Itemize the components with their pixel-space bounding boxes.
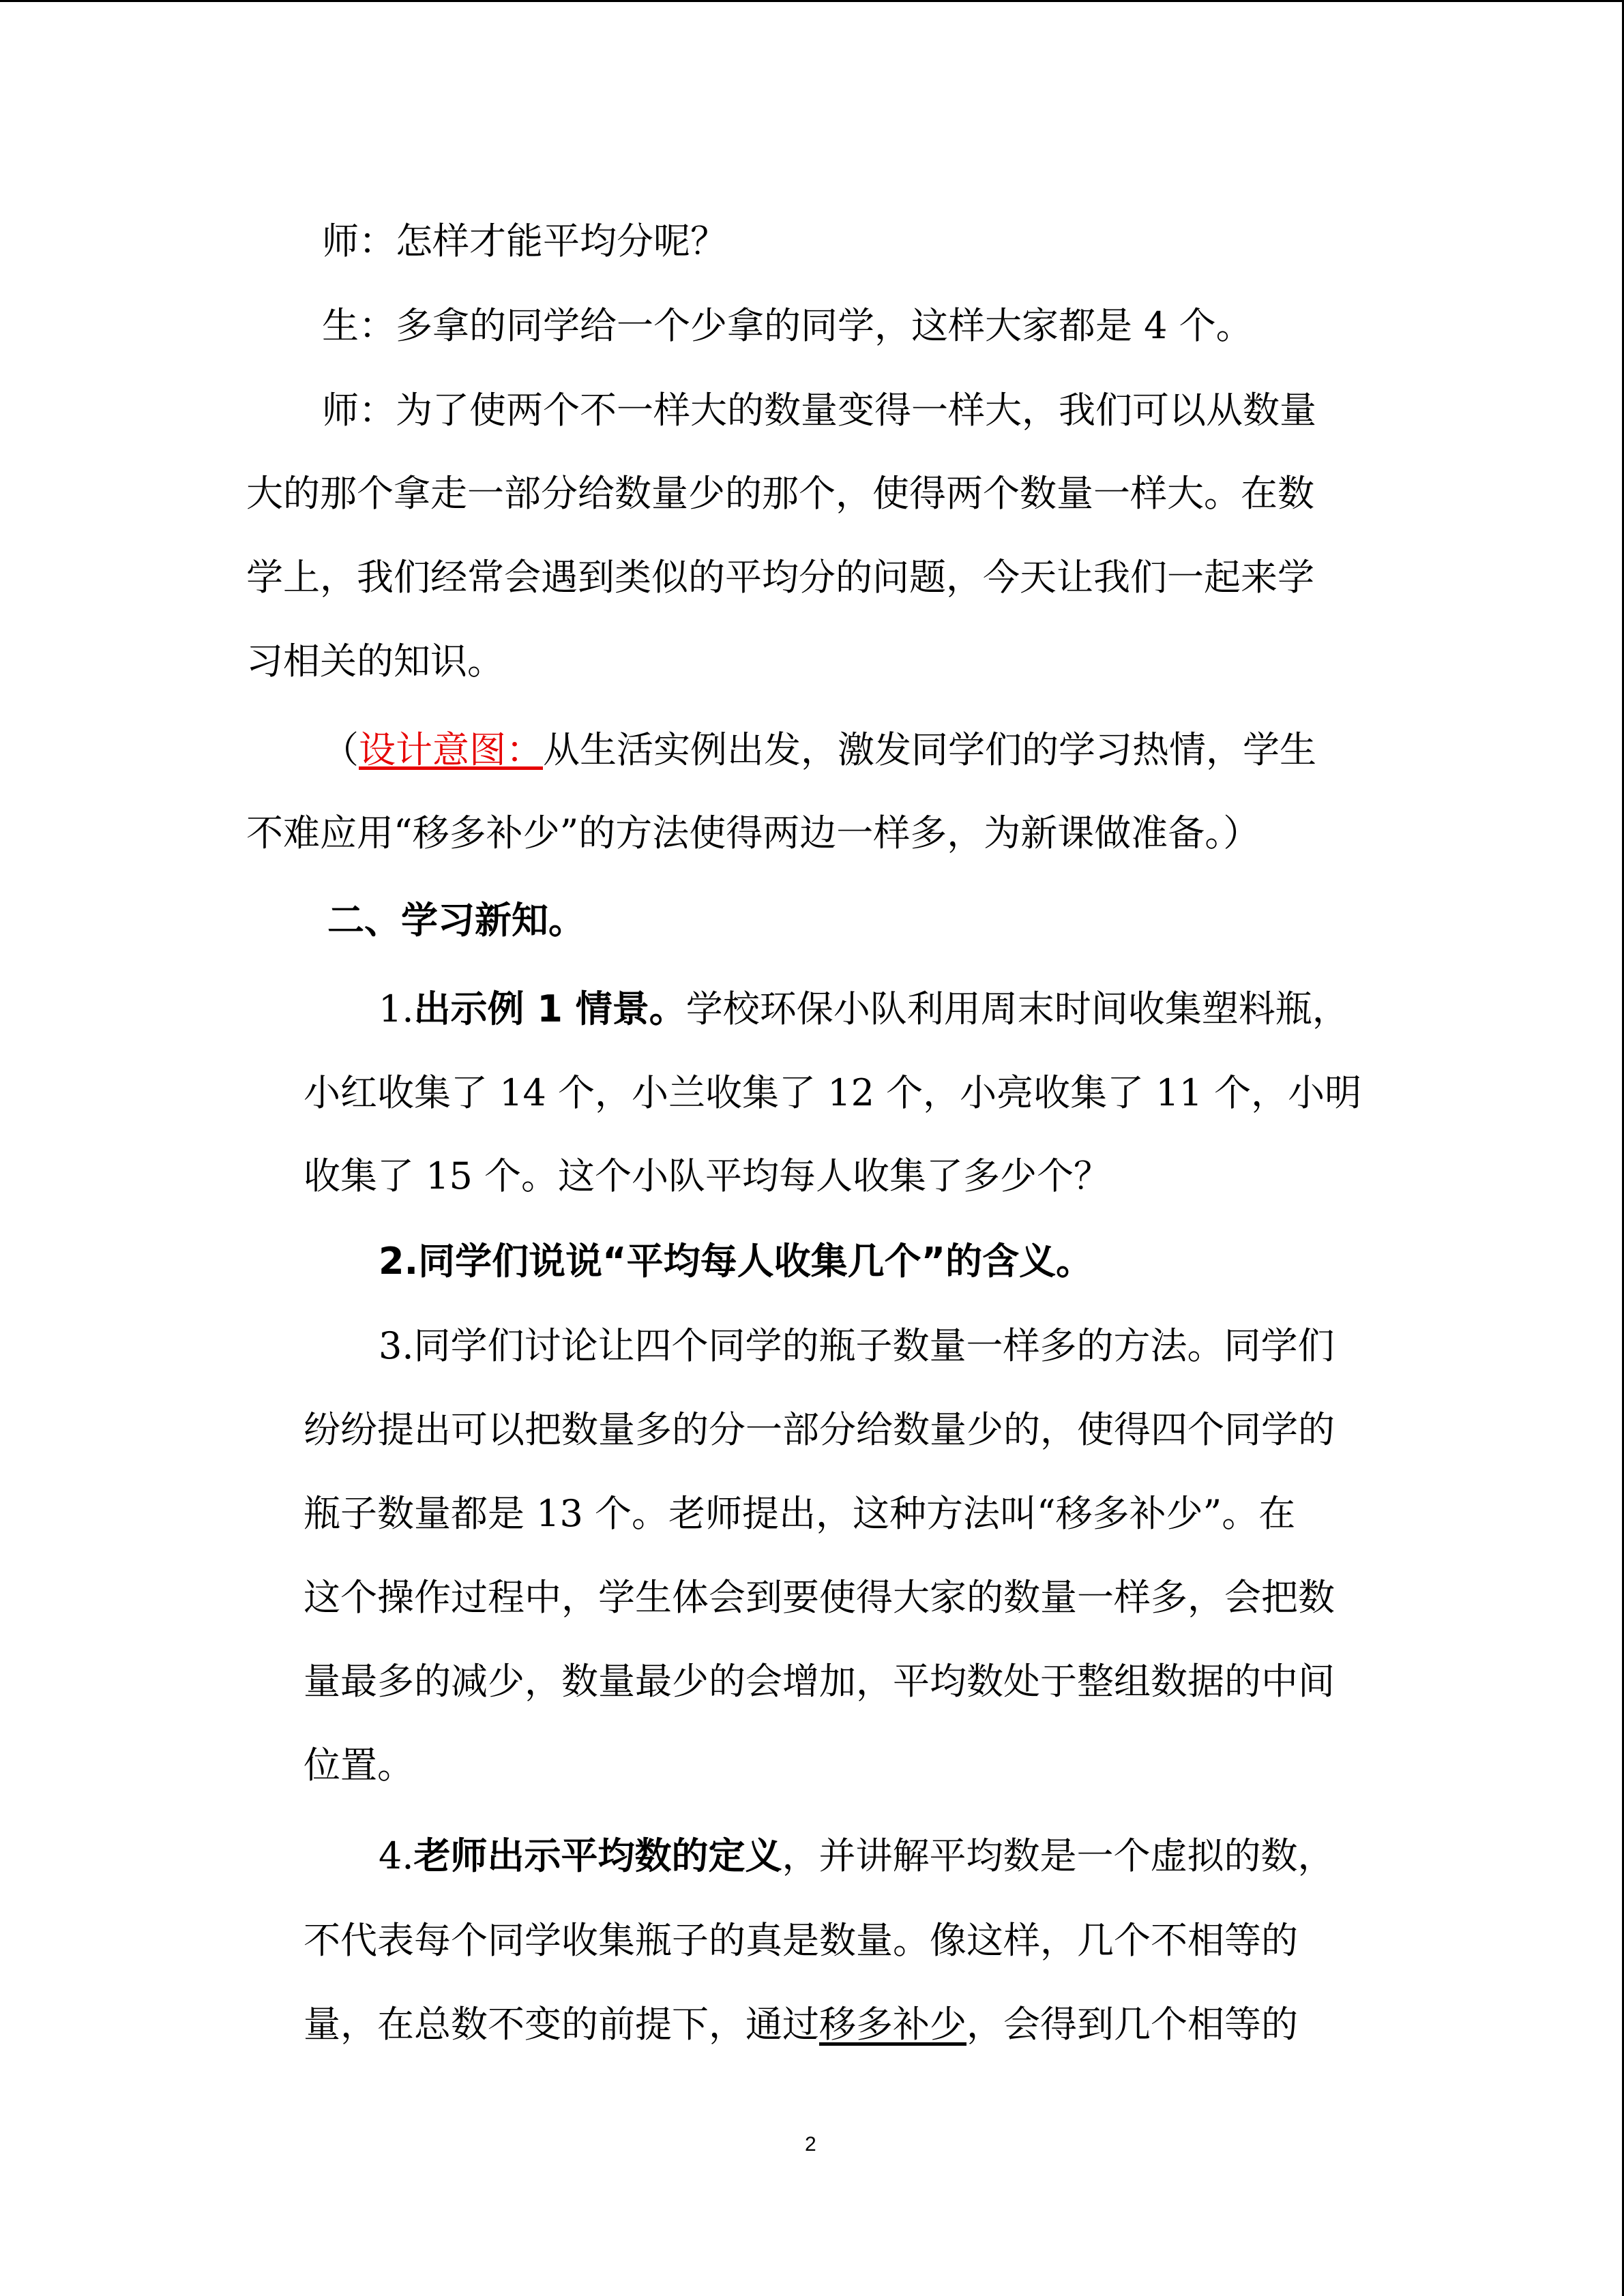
paragraph-line: 学上，我们经常会遇到类似的平均分的问题，今天让我们一起来学 [246,556,1314,599]
item-1-line-2: 小红收集了 14 个，小兰收集了 12 个，小亮收集了 11 个，小明 [304,1071,1362,1114]
dialogue-student-1: 生：多拿的同学给一个少拿的同学，这样大家都是 4 个。 [322,304,1253,347]
dialogue-teacher-2: 师：为了使两个不一样大的数量变得一样大，我们可以从数量 [322,389,1316,432]
section-heading: 二、学习新知。 [327,899,585,942]
item-3-line-2: 纷纷提出可以把数量多的分一部分给数量少的，使得四个同学的 [304,1408,1335,1451]
item-number: 1. [379,987,414,1030]
item-number: 4. [379,1834,414,1877]
item-4-title: 老师出示平均数的定义 [413,1834,782,1877]
item-4-text: ，会得到几个相等的 [966,2003,1298,2046]
item-1-text: 学校环保小队利用周末时间收集塑料瓶， [685,987,1349,1030]
paragraph-line: 习相关的知识。 [246,640,504,683]
item-4-line-2: 不代表每个同学收集瓶子的真是数量。像这样，几个不相等的 [304,1919,1298,1962]
item-4-line-1 [379,1834,1335,1878]
item-3-line-4: 这个操作过程中，学生体会到要使得大家的数量一样多，会把数 [304,1576,1335,1619]
item-2: 2.同学们说说“平均每人收集几个”的含义。 [379,1240,1093,1283]
design-intent-line [322,728,1316,772]
dialogue-teacher-1: 师：怎样才能平均分呢？ [322,220,727,263]
item-3-line-3: 瓶子数量都是 13 个。老师提出，这种方法叫“移多补少”。在 [304,1492,1296,1535]
item-1-line-1 [379,987,1349,1031]
item-4-line-3 [304,2003,1298,2046]
paragraph-line: 大的那个拿走一部分给数量少的那个，使得两个数量一样大。在数 [246,472,1314,515]
design-intent-label: 设计意图： [359,728,543,771]
item-3-line-5: 量最多的减少，数量最少的会增加，平均数处于整组数据的中间 [304,1660,1335,1703]
open-paren: （ [322,728,359,771]
item-4-text: 量，在总数不变的前提下，通过 [304,2003,819,2046]
item-1-line-3: 收集了 15 个。这个小队平均每人收集了多少个？ [304,1154,1111,1197]
item-4-text: ，并讲解平均数是一个虚拟的数， [782,1834,1335,1877]
item-3-line-1: 3.同学们讨论让四个同学的瓶子数量一样多的方法。同学们 [379,1324,1335,1367]
item-3-line-6: 位置。 [304,1744,414,1787]
page-number: 2 [805,2133,816,2156]
design-intent-text: 从生活实例出发，激发同学们的学习热情，学生 [543,728,1316,771]
item-1-title: 出示例 1 情景。 [413,987,686,1030]
paragraph-line: 不难应用“移多补少”的方法使得两边一样多，为新课做准备。） [246,811,1260,854]
underlined-term: 移多补少 [819,2003,966,2046]
